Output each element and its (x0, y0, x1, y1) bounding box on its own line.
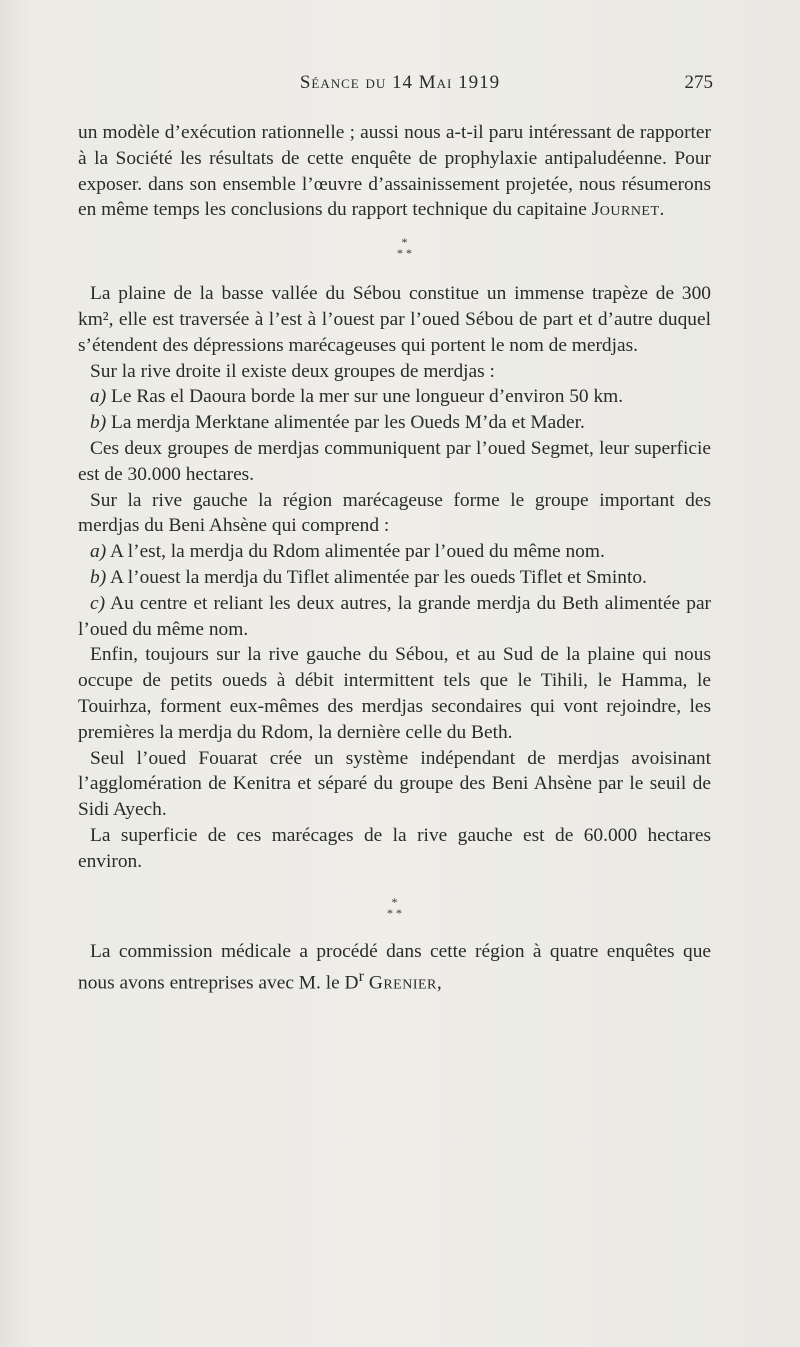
list-item-text: La merdja Merktane alimentée par les Oueds M’da et Mader. (111, 412, 585, 434)
list-item-text: A l’ouest la merdja du Tiflet alimentée par les oueds Tiflet et Sminto. (109, 566, 647, 588)
list-item-text: A l’est, la merdja du Rdom alimentée par l’oued du même nom. (109, 541, 605, 563)
list-item-text: Le Ras el Daoura borde la mer sur une longueur d’environ 50 km. (111, 386, 624, 408)
list-letter: b) (90, 412, 107, 434)
author-name-grenier: Grenier (368, 972, 437, 994)
list-item-tiflet (78, 565, 711, 591)
list-item-ras-el-daoura (78, 384, 711, 410)
running-head: Séance du 14 Mai 1919 (299, 72, 501, 93)
list-item-beth (78, 591, 711, 643)
paragraph-intro-end: . (659, 199, 665, 221)
list-letter: c) (90, 592, 106, 614)
paragraph-small-oueds: Enfin, toujours sur la rive gauche du Sébou, et au Sud de la plaine qui nous occupe de petits oueds à débit intermittent tels que le Tihili, le Hamma, le Touirhza, forment eux-mêmes des merdjas secondaires qui vont rejoindre, les premières la merdja du Rdom, la dernière celle du Beth. (78, 644, 711, 743)
page-header (0, 72, 800, 102)
asterism-separator (78, 233, 711, 277)
paragraph-commission-end: , (436, 972, 442, 994)
superscript-r: r (358, 968, 364, 986)
asterism-separator (78, 893, 711, 937)
paragraph-segmet: Ces deux groupes de merdjas communiquent par l’oued Segmet, leur superficie est de 30.000 hectares. (78, 437, 711, 485)
asterism-top-star: * (391, 894, 398, 909)
paragraph-intro-text: un modèle d’exécution rationnelle ; aussi nous a-t-il paru intéressant de rapporter à la Société les résultats de cette enquête de prophylaxie antipaludéenne. Pour exposer. dans son ensemble l’œuvre d’assainissement projetée, nous résumerons en même temps les conclusions du rapport technique du capitaine (78, 122, 711, 221)
page-number: 275 (684, 72, 713, 93)
paragraph-intro (78, 120, 711, 223)
list-letter: a) (90, 541, 107, 563)
paragraph-plain: La plaine de la basse vallée du Sébou constitue un immense trapèze de 300 km², elle est traversée à l’est à l’ouest par l’oued Sébou de part et d’autre duquel s’étendent des dépressions marécageuses qui portent le nom de merdjas. (78, 283, 711, 356)
list-letter: a) (90, 386, 107, 408)
body-text (78, 120, 711, 997)
paragraph-right-bank: Sur la rive droite il existe deux groupes de merdjas : (90, 360, 495, 382)
author-name-journet: Journet (591, 199, 660, 221)
paragraph-left-bank: Sur la rive gauche la région marécageuse forme le groupe important des merdjas du Beni Ahsène qui comprend : (78, 489, 711, 537)
asterism-bottom-stars: * * (397, 246, 412, 261)
paragraph-surface: La superficie de ces marécages de la rive gauche est de 60.000 hectares environ. (78, 824, 711, 872)
list-item-merktane (78, 410, 711, 436)
asterism-top-star: * (401, 235, 408, 250)
paragraph-commission (78, 939, 711, 997)
list-item-rdom (78, 539, 711, 565)
paragraph-commission-text: La commission médicale a procédé dans cette région à quatre enquêtes que nous avons entreprises avec M. le D (78, 940, 711, 994)
list-letter: b) (90, 566, 107, 588)
list-item-text: Au centre et reliant les deux autres, la grande merdja du Beth alimentée par l’oued du même nom. (78, 592, 712, 640)
asterism-bottom-stars: * * (387, 905, 402, 920)
paragraph-fouarat: Seul l’oued Fouarat crée un système indépendant de merdjas avoisinant l’agglomération de Kenitra et séparé du groupe des Beni Ahsène par le seuil de Sidi Ayech. (78, 747, 711, 821)
